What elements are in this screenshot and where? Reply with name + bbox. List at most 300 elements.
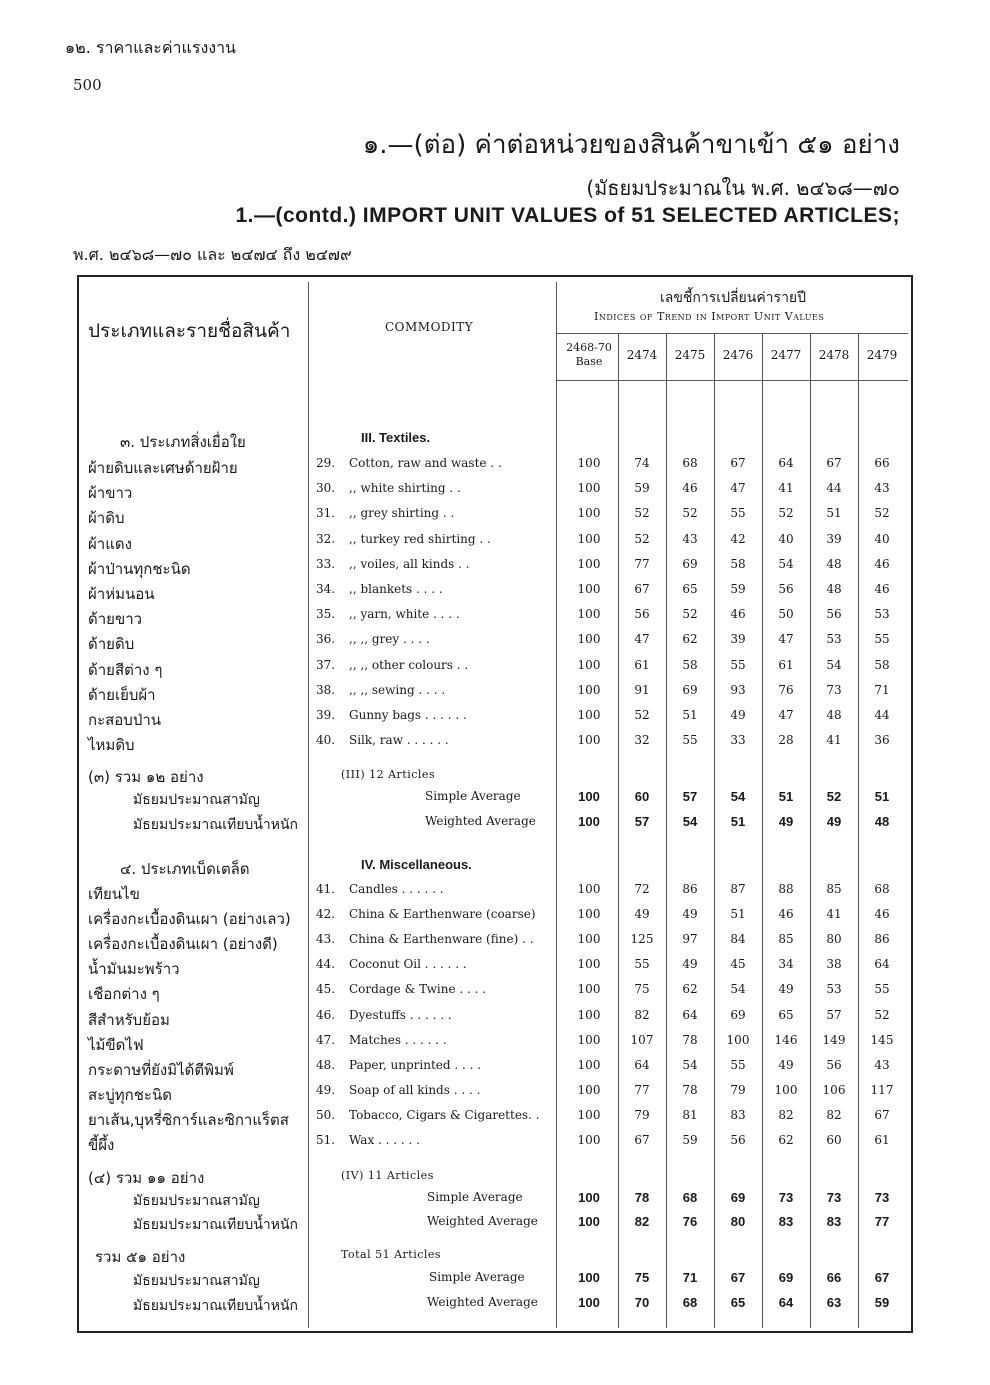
header-thai-commodity: ประเภทและรายชื่อสินค้า <box>88 320 291 342</box>
row-index-value: 55 <box>874 632 890 647</box>
table-row <box>0 607 990 632</box>
row-thai-name: ไหมดิบ <box>88 736 135 755</box>
row-index-value: 56 <box>826 607 842 622</box>
section-header: ๑๒. ราคาและค่าแรงงาน <box>65 38 236 57</box>
weighted-average-value: 54 <box>682 814 698 829</box>
row-index-value: 93 <box>730 682 746 697</box>
row-commodity: Gunny bags . . . . . . <box>349 708 467 722</box>
row-index-value: 83 <box>730 1107 746 1122</box>
row-thai-name: ผ้าดิบ <box>88 509 125 528</box>
group-heading-english: IV. Miscellaneous. <box>361 857 472 872</box>
row-thai-name: เครื่องกะเบื้องดินเผา (อย่างดี) <box>88 935 278 954</box>
table-row <box>0 1108 990 1133</box>
group-total-english: (III) 12 Articles <box>341 768 436 781</box>
row-index-value: 84 <box>730 932 746 947</box>
weighted-average-base: 100 <box>578 1214 600 1229</box>
row-number: 40. <box>316 733 336 748</box>
table-row <box>0 557 990 582</box>
row-index-value: 82 <box>634 1007 650 1022</box>
row-index-value: 49 <box>682 957 698 972</box>
row-commodity: Coconut Oil . . . . . . <box>349 957 467 972</box>
simple-average-value: 66 <box>826 1270 842 1285</box>
table-row <box>0 456 990 481</box>
row-index-value: 66 <box>874 456 890 470</box>
row-index-value: 85 <box>778 932 794 947</box>
group-total-english: Total 51 Articles <box>341 1248 442 1261</box>
row-index-value: 69 <box>682 682 698 697</box>
row-commodity: Cotton, raw and waste . . <box>349 456 502 470</box>
row-base-value: 100 <box>577 932 601 947</box>
row-index-value: 64 <box>634 1057 650 1072</box>
row-index-value: 54 <box>778 556 794 571</box>
row-number: 30. <box>316 481 336 496</box>
row-index-value: 65 <box>778 1007 794 1022</box>
row-commodity: ,, white shirting . . <box>349 481 461 496</box>
row-number: 51. <box>316 1133 336 1147</box>
row-index-value: 34 <box>778 957 794 972</box>
header-year: 2477 <box>770 348 802 362</box>
simple-average-label: Simple Average <box>427 1190 523 1204</box>
row-index-value: 75 <box>634 982 650 997</box>
weighted-average-row <box>0 1214 990 1239</box>
row-commodity: Cordage & Twine . . . . <box>349 982 487 997</box>
simple-average-value: 52 <box>826 789 842 804</box>
simple-average-value: 71 <box>682 1270 698 1285</box>
row-index-value: 67 <box>634 1133 650 1147</box>
row-index-value: 81 <box>682 1107 698 1122</box>
row-base-value: 100 <box>577 456 601 470</box>
group-total-thai: รวม ๕๑ อย่าง <box>95 1248 186 1266</box>
row-number: 33. <box>316 556 336 571</box>
weighted-average-value: 57 <box>634 814 650 829</box>
row-index-value: 74 <box>634 456 650 470</box>
row-index-value: 52 <box>682 506 698 521</box>
row-base-value: 100 <box>577 607 601 622</box>
row-base-value: 100 <box>577 1057 601 1072</box>
row-number: 36. <box>316 632 336 647</box>
row-thai-name: ด้ายสีต่าง ๆ <box>88 660 163 679</box>
weighted-average-value: 83 <box>826 1214 842 1229</box>
row-index-value: 62 <box>682 982 698 997</box>
simple-average-base: 100 <box>578 1190 600 1205</box>
table-row <box>0 1133 990 1158</box>
row-index-value: 55 <box>730 506 746 521</box>
simple-average-row <box>0 1270 990 1295</box>
group-total-thai: (๓) รวม ๑๒ อย่าง <box>88 768 204 786</box>
simple-average-base: 100 <box>578 789 600 804</box>
row-base-value: 100 <box>577 1007 601 1022</box>
table-row <box>0 1008 990 1033</box>
row-number: 50. <box>316 1107 336 1122</box>
simple-average-thai: มัธยมประมาณสามัญ <box>133 1193 260 1209</box>
weighted-average-base: 100 <box>578 814 600 829</box>
row-number: 41. <box>316 882 336 896</box>
table-row <box>0 907 990 932</box>
row-index-value: 52 <box>634 531 650 546</box>
row-thai-name: ผ้าขาว <box>88 484 133 503</box>
row-base-value: 100 <box>577 882 601 896</box>
header-rule-indices <box>556 333 908 334</box>
weighted-average-label: Weighted Average <box>427 1214 538 1228</box>
title-thai: ๑.—(ต่อ) ค่าต่อหน่วยของสินค้าขาเข้า ๕๑ อย่าง <box>362 130 900 160</box>
row-commodity: China & Earthenware (coarse) <box>349 907 536 922</box>
row-index-value: 52 <box>874 1007 890 1022</box>
row-index-value: 88 <box>778 882 794 896</box>
weighted-average-label: Weighted Average <box>425 814 536 828</box>
row-index-value: 43 <box>874 481 890 496</box>
row-thai-name: เชือกต่าง ๆ <box>88 985 160 1004</box>
row-thai-name: ยาเส้น,บุหรี่ซิการ์และซิกาแร็ตส <box>88 1110 289 1129</box>
row-index-value: 52 <box>634 708 650 722</box>
weighted-average-value: 49 <box>778 814 794 829</box>
row-index-value: 42 <box>730 531 746 546</box>
simple-average-value: 51 <box>778 789 794 804</box>
row-index-value: 59 <box>634 481 650 496</box>
row-thai-name: น้ำมันมะพร้าว <box>88 960 180 979</box>
row-commodity: ,, grey shirting . . <box>349 506 455 521</box>
row-index-value: 71 <box>874 682 890 697</box>
row-index-value: 82 <box>826 1107 842 1122</box>
row-index-value: 58 <box>730 556 746 571</box>
header-base-year: 2468-70 <box>566 341 612 354</box>
row-number: 35. <box>316 607 336 622</box>
row-index-value: 47 <box>778 708 794 722</box>
row-index-value: 67 <box>826 456 842 470</box>
row-thai-name: สะบู่ทุกชะนิด <box>88 1085 172 1104</box>
simple-average-value: 54 <box>730 789 746 804</box>
row-commodity: Soap of all kinds . . . . <box>349 1082 481 1097</box>
table-row <box>0 733 990 758</box>
header-year: 2478 <box>818 348 850 362</box>
row-base-value: 100 <box>577 1133 601 1147</box>
row-number: 37. <box>316 657 336 672</box>
weighted-average-value: 83 <box>778 1214 794 1229</box>
simple-average-label: Simple Average <box>429 1270 525 1284</box>
row-base-value: 100 <box>577 556 601 571</box>
row-thai-name: เครื่องกะเบื้องดินเผา (อย่างเลว) <box>88 910 291 929</box>
row-index-value: 48 <box>826 556 842 571</box>
row-index-value: 46 <box>778 907 794 922</box>
weighted-average-base: 100 <box>578 1295 600 1310</box>
row-index-value: 73 <box>826 682 842 697</box>
row-index-value: 32 <box>634 733 650 748</box>
row-index-value: 47 <box>730 481 746 496</box>
row-index-value: 52 <box>682 607 698 622</box>
row-commodity: China & Earthenware (fine) . . <box>349 932 534 947</box>
row-index-value: 49 <box>682 907 698 922</box>
row-index-value: 64 <box>874 957 890 972</box>
row-index-value: 28 <box>778 733 794 748</box>
page-number: 500 <box>73 76 102 94</box>
row-number: 39. <box>316 708 336 722</box>
simple-average-value: 60 <box>634 789 650 804</box>
row-index-value: 54 <box>826 657 842 672</box>
row-index-value: 36 <box>874 733 890 748</box>
row-index-value: 62 <box>682 632 698 647</box>
row-base-value: 100 <box>577 957 601 972</box>
row-index-value: 47 <box>634 632 650 647</box>
row-thai-name: กะสอบป่าน <box>88 711 162 729</box>
header-year: 2475 <box>674 348 706 362</box>
row-index-value: 39 <box>826 531 842 546</box>
group-heading-thai: ๔. ประเภทเบ็ดเตล็ด <box>120 860 250 878</box>
weighted-average-value: 77 <box>874 1214 890 1229</box>
row-base-value: 100 <box>577 657 601 672</box>
row-index-value: 62 <box>778 1133 794 1147</box>
simple-average-value: 67 <box>874 1270 890 1285</box>
weighted-average-value: 51 <box>730 814 746 829</box>
row-index-value: 53 <box>874 607 890 622</box>
row-index-value: 56 <box>826 1057 842 1072</box>
row-index-value: 58 <box>682 657 698 672</box>
row-index-value: 39 <box>730 632 746 647</box>
row-index-value: 72 <box>634 882 650 896</box>
row-index-value: 61 <box>874 1133 890 1147</box>
row-index-value: 38 <box>826 957 842 972</box>
row-index-value: 54 <box>682 1057 698 1072</box>
table-row <box>0 632 990 657</box>
row-base-value: 100 <box>577 907 601 922</box>
row-index-value: 51 <box>730 907 746 922</box>
row-index-value: 106 <box>822 1082 846 1097</box>
row-base-value: 100 <box>577 506 601 521</box>
row-base-value: 100 <box>577 733 601 748</box>
row-index-value: 97 <box>682 932 698 947</box>
row-index-value: 49 <box>634 907 650 922</box>
table-row <box>0 932 990 957</box>
row-index-value: 67 <box>730 456 746 470</box>
row-number: 31. <box>316 506 336 521</box>
row-thai-name: กระดาษที่ยังมิได้ตีพิมพ์ <box>88 1060 234 1079</box>
row-index-value: 46 <box>874 556 890 571</box>
row-base-value: 100 <box>577 982 601 997</box>
row-index-value: 53 <box>826 632 842 647</box>
row-index-value: 55 <box>730 1057 746 1072</box>
weighted-average-value: 48 <box>874 814 890 829</box>
row-index-value: 78 <box>682 1082 698 1097</box>
simple-average-value: 78 <box>634 1190 650 1205</box>
row-thai-name: ผ้ายดิบและเศษด้ายฝ้าย <box>88 459 238 477</box>
row-commodity: ,, voiles, all kinds . . <box>349 556 470 571</box>
group-heading-english: III. Textiles. <box>361 430 431 445</box>
simple-average-value: 69 <box>730 1190 746 1205</box>
header-year: 2476 <box>722 348 754 362</box>
row-commodity: ,, ,, other colours . . <box>349 657 469 672</box>
simple-average-value: 73 <box>826 1190 842 1205</box>
row-index-value: 125 <box>630 932 654 947</box>
row-index-value: 100 <box>774 1082 798 1097</box>
row-index-value: 67 <box>874 1107 890 1122</box>
group-heading-thai: ๓. ประเภทสิ่งเยื่อใย <box>120 433 246 451</box>
row-index-value: 46 <box>682 481 698 496</box>
row-base-value: 100 <box>577 682 601 697</box>
weighted-average-value: 80 <box>730 1214 746 1229</box>
weighted-average-value: 64 <box>778 1295 794 1310</box>
row-index-value: 52 <box>874 506 890 521</box>
row-index-value: 77 <box>634 1082 650 1097</box>
row-index-value: 41 <box>826 907 842 922</box>
row-index-value: 65 <box>682 582 698 596</box>
row-index-value: 50 <box>778 607 794 622</box>
row-index-value: 56 <box>778 582 794 596</box>
row-thai-name: ไม้ขีดไฟ <box>88 1035 144 1054</box>
weighted-average-value: 68 <box>682 1295 698 1310</box>
table-row <box>0 1083 990 1108</box>
row-thai-name: เทียนไข <box>88 885 140 903</box>
row-index-value: 46 <box>874 582 890 596</box>
row-index-value: 61 <box>778 657 794 672</box>
row-index-value: 78 <box>682 1032 698 1047</box>
row-index-value: 55 <box>730 657 746 672</box>
header-rule-bottom <box>556 380 908 381</box>
row-index-value: 33 <box>730 733 746 748</box>
weighted-average-value: 82 <box>634 1214 650 1229</box>
row-index-value: 64 <box>682 1007 698 1022</box>
title-thai-sub: (มัธยมประมาณใน พ.ศ. ๒๔๖๘—๗๐ <box>586 176 900 200</box>
row-thai-name: ผ้าห่มนอน <box>88 585 155 603</box>
weighted-average-thai: มัธยมประมาณเทียบน้ำหนัก <box>133 1217 299 1233</box>
row-commodity: Tobacco, Cigars & Cigarettes. . <box>349 1107 540 1122</box>
row-index-value: 52 <box>778 506 794 521</box>
row-index-value: 43 <box>682 531 698 546</box>
simple-average-value: 73 <box>874 1190 890 1205</box>
row-index-value: 52 <box>634 506 650 521</box>
row-thai-name: ผ้าป่านทุกชะนิด <box>88 559 191 578</box>
row-base-value: 100 <box>577 1032 601 1047</box>
row-index-value: 54 <box>730 982 746 997</box>
row-index-value: 68 <box>682 456 698 470</box>
row-base-value: 100 <box>577 708 601 722</box>
row-index-value: 53 <box>826 982 842 997</box>
weighted-average-thai: มัธยมประมาณเทียบน้ำหนัก <box>133 817 299 833</box>
row-commodity: ,, turkey red shirting . . <box>349 531 491 546</box>
simple-average-row <box>0 789 990 814</box>
row-number: 34. <box>316 582 336 596</box>
header-commodity: COMMODITY <box>385 320 474 334</box>
group-heading <box>0 857 990 882</box>
row-commodity: ,, yarn, white . . . . <box>349 607 460 622</box>
table-row <box>0 506 990 531</box>
table-row <box>0 1033 990 1058</box>
row-number: 47. <box>316 1032 336 1047</box>
row-number: 46. <box>316 1007 336 1022</box>
simple-average-label: Simple Average <box>425 789 521 803</box>
simple-average-base: 100 <box>578 1270 600 1285</box>
row-index-value: 55 <box>682 733 698 748</box>
row-index-value: 56 <box>634 607 650 622</box>
row-number: 29. <box>316 456 336 470</box>
row-index-value: 41 <box>826 733 842 748</box>
row-base-value: 100 <box>577 531 601 546</box>
row-index-value: 49 <box>730 708 746 722</box>
row-index-value: 41 <box>778 481 794 496</box>
row-index-value: 76 <box>778 682 794 697</box>
row-index-value: 44 <box>826 481 842 496</box>
header-year: 2479 <box>866 348 898 362</box>
weighted-average-value: 49 <box>826 814 842 829</box>
row-index-value: 86 <box>682 882 698 896</box>
weighted-average-value: 63 <box>826 1295 842 1310</box>
row-index-value: 79 <box>634 1107 650 1122</box>
row-number: 43. <box>316 932 336 947</box>
table-row <box>0 481 990 506</box>
row-index-value: 100 <box>726 1032 750 1047</box>
weighted-average-thai: มัธยมประมาณเทียบน้ำหนัก <box>133 1298 299 1314</box>
group-total-heading <box>0 1245 990 1270</box>
row-index-value: 51 <box>826 506 842 521</box>
simple-average-value: 68 <box>682 1190 698 1205</box>
simple-average-value: 57 <box>682 789 698 804</box>
table-row <box>0 582 990 607</box>
row-index-value: 146 <box>774 1032 798 1047</box>
row-index-value: 145 <box>870 1032 894 1047</box>
row-commodity: ,, ,, grey . . . . <box>349 632 430 647</box>
row-thai-name: ผ้าแดง <box>88 534 132 553</box>
group-heading <box>0 430 990 455</box>
row-number: 32. <box>316 531 336 546</box>
row-index-value: 149 <box>822 1032 846 1047</box>
row-base-value: 100 <box>577 1082 601 1097</box>
simple-average-value: 51 <box>874 789 890 804</box>
header-year: 2474 <box>626 348 658 362</box>
row-index-value: 49 <box>778 982 794 997</box>
group-total-heading <box>0 765 990 790</box>
row-index-value: 117 <box>870 1082 894 1097</box>
row-index-value: 107 <box>630 1032 654 1047</box>
row-commodity: Paper, unprinted . . . . <box>349 1057 482 1072</box>
row-index-value: 67 <box>634 582 650 596</box>
table-row <box>0 658 990 683</box>
row-index-value: 61 <box>634 657 650 672</box>
row-index-value: 55 <box>874 982 890 997</box>
row-thai-name: สีสำหรับย้อม <box>88 1010 170 1029</box>
simple-average-value: 67 <box>730 1270 746 1285</box>
row-index-value: 86 <box>874 932 890 947</box>
row-base-value: 100 <box>577 582 601 596</box>
row-index-value: 45 <box>730 957 746 972</box>
row-base-value: 100 <box>577 481 601 496</box>
row-index-value: 85 <box>826 882 842 896</box>
row-number: 45. <box>316 982 336 997</box>
simple-average-thai: มัธยมประมาณสามัญ <box>133 792 260 808</box>
group-total-thai: (๔) รวม ๑๑ อย่าง <box>88 1169 205 1187</box>
row-index-value: 64 <box>778 456 794 470</box>
row-index-value: 47 <box>778 632 794 647</box>
row-index-value: 82 <box>778 1107 794 1122</box>
table-row <box>0 1058 990 1083</box>
row-number: 44. <box>316 957 336 972</box>
row-base-value: 100 <box>577 1107 601 1122</box>
weighted-average-value: 76 <box>682 1214 698 1229</box>
row-number: 48. <box>316 1057 336 1072</box>
table-row <box>0 957 990 982</box>
simple-average-value: 75 <box>634 1270 650 1285</box>
row-number: 49. <box>316 1082 336 1097</box>
simple-average-value: 73 <box>778 1190 794 1205</box>
row-commodity: ,, ,, sewing . . . . <box>349 682 446 697</box>
row-thai-name: ด้ายขาว <box>88 610 143 629</box>
row-index-value: 40 <box>874 531 890 546</box>
table-row <box>0 708 990 733</box>
row-commodity: Wax . . . . . . <box>349 1133 420 1147</box>
row-index-value: 44 <box>874 708 890 722</box>
row-thai-name: ขี้ผึ้ง <box>88 1136 115 1154</box>
row-index-value: 69 <box>730 1007 746 1022</box>
row-thai-name: ด้ายเย็บผ้า <box>88 685 156 704</box>
row-index-value: 80 <box>826 932 842 947</box>
table-row <box>0 982 990 1007</box>
row-index-value: 59 <box>730 582 746 596</box>
